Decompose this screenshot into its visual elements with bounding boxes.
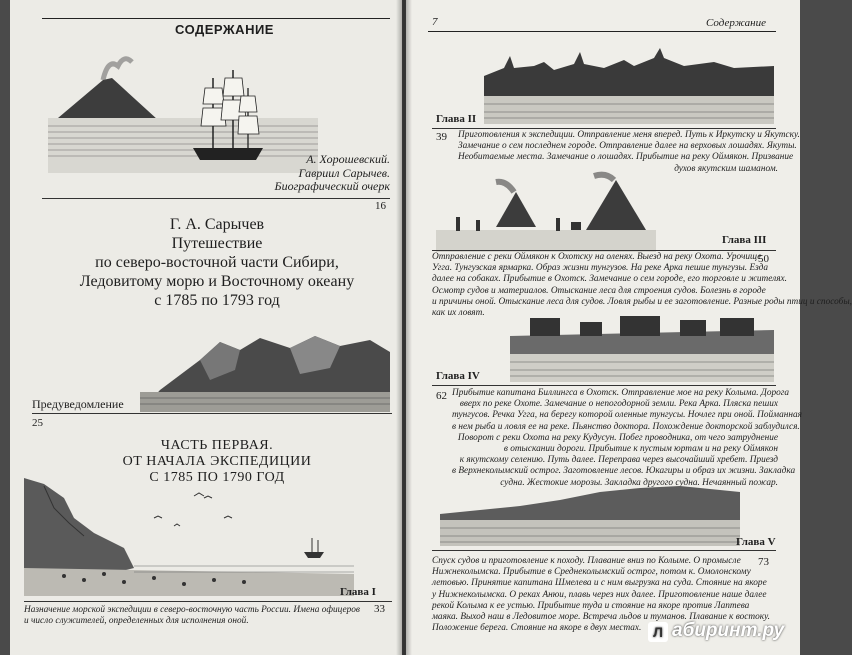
- biography-caption: [240, 153, 390, 194]
- summary-line: Положение берега. Стояние на якоре в двух местах.: [432, 623, 642, 634]
- mountains-engraving: [140, 330, 390, 412]
- village-engraving: [510, 310, 774, 382]
- page-number: 50: [758, 253, 769, 265]
- page-number: 16: [375, 200, 386, 212]
- caption-line: Гавриил Сарычев.: [298, 165, 390, 180]
- section-rule: [32, 413, 392, 414]
- summary-line: Поворот с реки Охота на реку Кудусун. Побег проводника, от чего затруднение: [457, 432, 778, 443]
- chapter-3-label: Глава III: [722, 234, 767, 246]
- page-number: 62: [436, 390, 447, 402]
- running-head: СОДЕРЖАНИЕ: [175, 22, 274, 37]
- coast-engraving: [24, 478, 354, 596]
- page-number: 39: [436, 131, 447, 143]
- page-number: 25: [32, 417, 43, 429]
- caption-line: Биографический очерк: [274, 179, 390, 193]
- section-rule: [432, 128, 776, 129]
- summary-line: судна. Жестокие морозы. Закладка другого судна. Нечаянный пожар.: [500, 477, 778, 488]
- town-engraving: [484, 46, 774, 124]
- summary-line: летовью. Принятие капитана Шмелева и с ним выгрузка на суда. Стояние на якоре: [432, 578, 767, 589]
- title-line: Путешествие: [171, 235, 263, 252]
- camp-engraving: [436, 172, 656, 252]
- folio: 7: [432, 16, 438, 28]
- summary-line: маяка. Выход наш в Ледовитое море. Встреча льдов и туманов. Плавание к востоку.: [432, 612, 770, 623]
- title-line: Ледовитому морю и Восточному океану: [79, 273, 355, 290]
- part-line: ЧАСТЬ ПЕРВАЯ.: [160, 438, 274, 453]
- summary-line: вверх по реке Охоте. Замечание о непогодорной земли. Река Арка. Пляска пеших: [459, 399, 778, 410]
- header-rule: [428, 31, 776, 32]
- part-line: ОТ НАЧАЛА ЭКСПЕДИЦИИ: [122, 454, 312, 469]
- work-title: [42, 215, 392, 310]
- summary-line: как их ловят.: [432, 308, 485, 319]
- section-rule: [432, 385, 776, 386]
- summary-line: в Верхнеколымский острог. Заготовление лесов. Юкагиры и образ их жизни. Закладка: [452, 466, 796, 477]
- chapter-5-label: Глава V: [736, 536, 776, 548]
- summary-line: и причины оной. Отыскание леса для судов. Ловля рыбы и ее заготовление. Разные роды птиц и способы,: [432, 296, 852, 307]
- section-rule: [42, 198, 390, 199]
- chapter-1-label: Глава I: [340, 586, 376, 598]
- watermark-logo: Л: [648, 622, 668, 642]
- summary-line: у Нижнеколымска. О реках Анюи, плавь через них далее. Приготовление наше далее: [432, 589, 767, 600]
- caption-line: А. Хорошевский.: [306, 152, 390, 166]
- section-rule: [432, 550, 776, 551]
- summary-line: к якутскому селению. Путь далее. Переправа через высочайший хребет. Приезд: [459, 455, 778, 466]
- summary-line: Необитаемые места. Замечание о лошадях. Прибытие на реку Оймякон. Призвание: [458, 152, 794, 163]
- section-rule: [24, 601, 392, 602]
- summary-line: Угга. Тунгузская ярмарка. Образ жизни тунгузов. На реке Арка пешие тунгузы. Езда: [432, 263, 768, 274]
- title-line: Г. А. Сарычев: [169, 216, 265, 233]
- part-line: С 1785 ПО 1790 ГОД: [149, 470, 285, 485]
- river-engraving: [440, 480, 740, 546]
- header-rule: [42, 18, 390, 19]
- right-page: [406, 0, 852, 655]
- title-line: по северо-восточной части Сибири,: [95, 254, 339, 271]
- summary-line: Нижнеколымска. Прибытие в Среднеколымский острог, потом к. Омолонскому: [432, 567, 751, 578]
- summary-line: Спуск судов и приготовление к походу. Плавание вниз по Колыме. О промысле: [432, 556, 741, 566]
- chapter-4-label: Глава IV: [436, 370, 480, 382]
- page-number: 33: [374, 603, 385, 615]
- summary-line: и число служителей, определенных для исполнения оной.: [24, 616, 249, 627]
- watermark-text: абиринт.ру: [672, 620, 785, 641]
- page-number: 73: [758, 556, 769, 568]
- summary-line: далее на собаках. Прибытие в Охотск. Замечание о сем городе, его торговле и жителях.: [432, 274, 787, 285]
- book-gutter: [396, 0, 412, 655]
- summary-line: духов якутским шаманом.: [674, 163, 778, 174]
- summary-line: тунгусов. Речка Угга, на берегу которой оленные тунгусы. Ночлег при оной. Пойманная: [452, 410, 802, 421]
- summary-line: рекой Колыма к ее устью. Прибытие туда и стояние на якоре против Лаптева: [432, 600, 750, 611]
- summary-line: Приготовления к экспедиции. Отправление меня вперед. Путь к Иркутску и Якутску.: [458, 130, 800, 140]
- running-head: Содержание: [706, 17, 767, 29]
- summary-line: Назначение морской экспедиции в северо-восточную часть России. Имена офицеров: [24, 605, 360, 615]
- section-rule: [432, 250, 776, 251]
- chapter-2-label: Глава II: [436, 113, 477, 125]
- left-page: [10, 0, 402, 655]
- summary-line: Осмотр судов и материалов. Отыскание леса для строения судов. Болезнь в городе: [432, 285, 766, 296]
- summary-line: Отправление с реки Оймякон к Охотску на оленях. Выезд на реку Охота. Урочище: [432, 252, 762, 262]
- summary-line: в отыскании дороги. Прибытие к пустым юртам и на реку Оймякон: [503, 444, 778, 455]
- chapter-1-summary: [24, 605, 364, 627]
- summary-line: Прибытие капитана Биллингса в Охотск. Отправление мое на реку Колыма. Дорога: [452, 388, 790, 398]
- summary-line: Замечание о сем последнем городе. Отправление далее на верховых лошадях. Якуты.: [458, 141, 797, 152]
- preface-label: Предуведомление: [32, 397, 124, 411]
- chapter-2-summary: [458, 130, 800, 175]
- chapter-4-summary: [452, 388, 802, 489]
- summary-line: в нем рыба и ловля ее на реке. Пьянство доктора. Похождение докторской заблудился.: [452, 421, 800, 432]
- title-line: с 1785 по 1793 год: [154, 292, 280, 309]
- site-watermark: [648, 620, 793, 646]
